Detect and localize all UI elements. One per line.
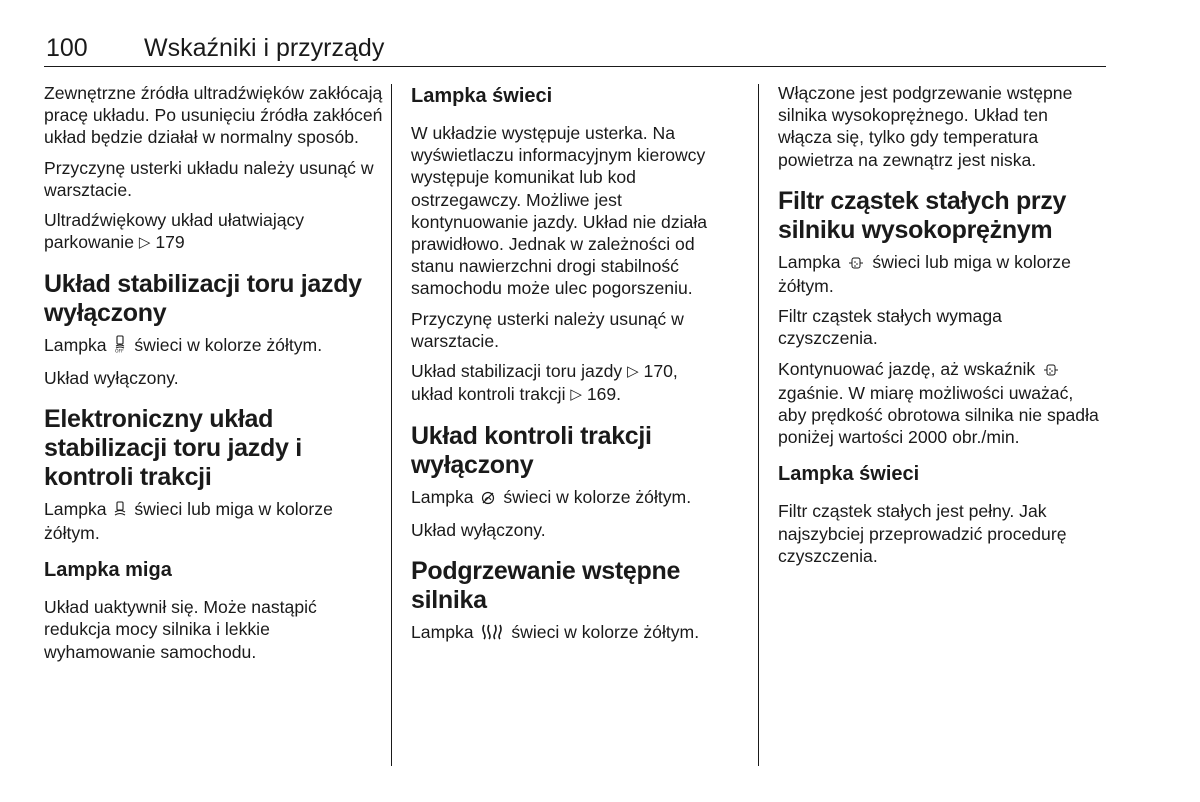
page-reference[interactable]: 179 bbox=[155, 232, 185, 253]
paragraph: W układzie występuje usterka. Na wyświetlaczu informacyjnym kierowcy występuje komunikat lub kod ostrzegawczy. Możliwe jest kontynuowanie jazdy. Układ nie działa prawidłowo. Jednak w zależności od stanu nawierzchni drogi stabilność samochodu może ulec pogorszeniu. bbox=[411, 123, 708, 299]
glow-plug-icon bbox=[481, 622, 503, 645]
paragraph: Układ uaktywnił się. Może nastąpić redukcja mocy silnika i lekkie wyhamowanie samochodu. bbox=[44, 597, 317, 662]
section-heading: Układ kontroli trakcji wyłączony bbox=[411, 422, 652, 480]
paragraph-text: świeci lub miga w kolorze żółtym. bbox=[44, 498, 333, 544]
paragraph bbox=[44, 498, 384, 544]
paragraph-text: układ kontroli trakcji bbox=[411, 384, 566, 405]
paragraph bbox=[411, 360, 741, 406]
subsection-heading: Lampka miga bbox=[44, 559, 172, 582]
page-reference[interactable]: 169. bbox=[586, 384, 622, 405]
column-middle bbox=[411, 82, 741, 653]
paragraph-text: Układ stabilizacji toru jazdy bbox=[411, 361, 623, 382]
paragraph-text: Lampka bbox=[44, 498, 107, 519]
section-heading: Elektroniczny układ stabilizacji toru jazdy i kontroli trakcji bbox=[44, 404, 302, 491]
traction-control-off-icon bbox=[481, 488, 495, 510]
cross-reference-arrow-icon: ▷ bbox=[627, 363, 639, 381]
paragraph-text: Ultradźwiękowy układ ułatwiający parkowanie bbox=[44, 210, 305, 253]
column-left bbox=[44, 82, 384, 671]
svg-text:OFF: OFF bbox=[115, 349, 125, 354]
page-number: 100 bbox=[46, 34, 88, 62]
paragraph-text: świeci w kolorze żółtym. bbox=[503, 487, 692, 508]
paragraph-text: zgaśnie. W miarę możliwości uważać, aby prędkość obrotowa silnika nie spadła poniżej wartości 2000 obr./min. bbox=[778, 382, 1099, 448]
diesel-particulate-filter-icon bbox=[1043, 360, 1059, 382]
section-heading: Układ stabilizacji toru jazdy wyłączony bbox=[44, 270, 362, 328]
esc-icon bbox=[114, 500, 126, 522]
chapter-title: Wskaźniki i przyrządy bbox=[144, 34, 385, 62]
paragraph: Układ wyłączony. bbox=[44, 367, 179, 388]
subsection-heading: Lampka świeci bbox=[411, 85, 553, 107]
paragraph bbox=[778, 358, 1106, 449]
subsection-heading: Lampka świeci bbox=[778, 463, 920, 486]
paragraph: Przyczynę usterki układu należy usunąć w warsztacie. bbox=[44, 157, 374, 200]
paragraph bbox=[44, 334, 384, 358]
paragraph-text: Lampka bbox=[411, 487, 474, 508]
paragraph-text: Lampka bbox=[411, 621, 474, 642]
paragraph: Włączone jest podgrzewanie wstępne silnika wysokoprężnego. Układ ten włącza się, tylko gdy temperatura powietrza na zewnątrz jest niska. bbox=[778, 83, 1073, 170]
column-divider bbox=[391, 84, 392, 766]
paragraph bbox=[44, 209, 384, 254]
diesel-particulate-filter-icon bbox=[848, 253, 864, 275]
paragraph-text: Kontynuować jazdę, aż wskaźnik bbox=[778, 358, 1036, 379]
column-right bbox=[778, 82, 1106, 575]
paragraph-text: świeci lub miga w kolorze żółtym. bbox=[778, 251, 1071, 297]
section-heading: Filtr cząstek stałych przy silniku wysokoprężnym bbox=[778, 186, 1067, 244]
cross-reference-arrow-icon: ▷ bbox=[570, 386, 582, 404]
paragraph-text: świeci w kolorze żółtym. bbox=[511, 621, 700, 642]
page-header bbox=[44, 28, 1106, 67]
cross-reference-arrow-icon: ▷ bbox=[138, 234, 151, 252]
page-reference[interactable]: 170, bbox=[643, 361, 678, 382]
paragraph bbox=[411, 486, 741, 510]
paragraph-text: Lampka bbox=[778, 251, 841, 272]
esp-off-icon bbox=[114, 335, 126, 358]
paragraph bbox=[778, 251, 1106, 297]
paragraph: Układ wyłączony. bbox=[411, 519, 546, 540]
paragraph-text: Lampka bbox=[44, 335, 107, 356]
paragraph bbox=[411, 621, 741, 645]
column-divider bbox=[758, 84, 759, 766]
paragraph-text: świeci w kolorze żółtym. bbox=[134, 335, 323, 356]
paragraph: Filtr cząstek stałych wymaga czyszczenia. bbox=[778, 306, 1002, 349]
paragraph: Zewnętrzne źródła ultradźwięków zakłócają pracę układu. Po usunięciu źródła zakłóceń układ będzie działał w normalny sposób. bbox=[44, 83, 383, 148]
paragraph: Przyczynę usterki należy usunąć w warsztacie. bbox=[411, 308, 684, 351]
section-heading: Podgrzewanie wstępne silnika bbox=[411, 556, 681, 614]
paragraph: Filtr cząstek stałych jest pełny. Jak najszybciej przeprowadzić procedurę czyszczenia. bbox=[778, 501, 1067, 566]
